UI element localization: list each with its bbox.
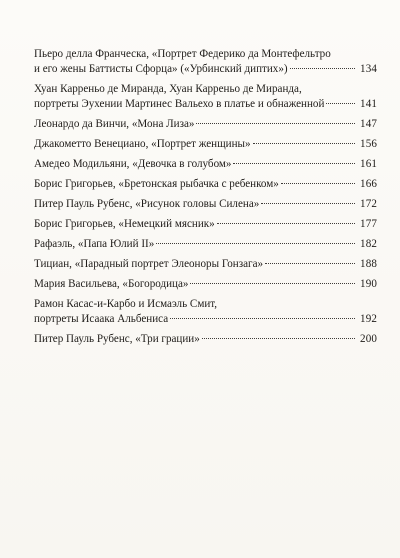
page-number: 192 bbox=[360, 313, 377, 325]
toc-entry-line bbox=[34, 117, 377, 132]
toc-entry-line bbox=[34, 257, 377, 272]
toc-entry-title: Рафаэль, «Папа Юлий II» bbox=[34, 238, 155, 250]
page-number: 161 bbox=[360, 158, 377, 170]
dot-leader bbox=[190, 283, 355, 284]
toc-entry-first-line: Пьеро делла Франческа, «Портрет Федерико да Монтефельтро bbox=[34, 48, 331, 60]
page-number: 172 bbox=[360, 198, 377, 210]
page-number: 182 bbox=[360, 238, 377, 250]
toc-entry-line bbox=[34, 197, 377, 212]
toc-entry-title: Питер Пауль Рубенс, «Рисунок головы Силена» bbox=[34, 198, 260, 210]
toc-entry bbox=[34, 82, 377, 112]
dot-leader bbox=[196, 123, 355, 124]
page-number: 177 bbox=[360, 218, 377, 230]
dot-leader bbox=[233, 163, 355, 164]
toc-entry-title: Мария Васильева, «Богородица» bbox=[34, 278, 189, 290]
page-number: 134 bbox=[360, 63, 377, 75]
toc-entry bbox=[34, 177, 377, 192]
toc-entry-line bbox=[34, 332, 377, 347]
dot-leader bbox=[261, 203, 355, 204]
toc-entry-line bbox=[34, 97, 377, 112]
toc-entry-line bbox=[34, 217, 377, 232]
dot-leader bbox=[217, 223, 355, 224]
toc-entry-title: Амедео Модильяни, «Девочка в голубом» bbox=[34, 158, 232, 170]
toc-entry bbox=[34, 332, 377, 347]
toc-entry-title: Тициан, «Парадный портрет Элеоноры Гонзага» bbox=[34, 258, 264, 270]
toc-entry bbox=[34, 117, 377, 132]
dot-leader bbox=[202, 338, 355, 339]
toc-entry-line bbox=[34, 137, 377, 152]
dot-leader bbox=[290, 68, 355, 69]
page-number: 166 bbox=[360, 178, 377, 190]
toc-entry-line bbox=[34, 237, 377, 252]
toc-entry bbox=[34, 257, 377, 272]
page-number: 156 bbox=[360, 138, 377, 150]
toc-entry bbox=[34, 297, 377, 327]
page-number: 190 bbox=[360, 278, 377, 290]
toc-entry bbox=[34, 47, 377, 77]
dot-leader bbox=[170, 318, 355, 319]
toc-entry-line bbox=[34, 177, 377, 192]
toc-entry bbox=[34, 277, 377, 292]
toc-entry-title: портреты Исаака Альбениса bbox=[34, 313, 169, 325]
toc-entry bbox=[34, 237, 377, 252]
toc-entry-title: Борис Григорьев, «Бретонская рыбачка с ребенком» bbox=[34, 178, 279, 190]
page-number: 188 bbox=[360, 258, 377, 270]
toc-entry-title: и его жены Баттисты Сфорца» («Урбинский диптих») bbox=[34, 63, 288, 75]
toc-entry-line bbox=[34, 62, 377, 77]
toc-entry bbox=[34, 217, 377, 232]
dot-leader bbox=[281, 183, 355, 184]
toc-entry-title: Джакометто Венециано, «Портрет женщины» bbox=[34, 138, 251, 150]
dot-leader bbox=[326, 103, 355, 104]
toc-entry-line bbox=[34, 312, 377, 327]
toc-entry bbox=[34, 137, 377, 152]
toc-entry-line bbox=[34, 277, 377, 292]
page-number: 141 bbox=[360, 98, 377, 110]
toc-entry-title: Леонардо да Винчи, «Мона Лиза» bbox=[34, 118, 195, 130]
toc-entry bbox=[34, 157, 377, 172]
table-of-contents bbox=[34, 47, 377, 352]
toc-entry-title: Борис Григорьев, «Немецкий мясник» bbox=[34, 218, 215, 230]
dot-leader bbox=[265, 263, 355, 264]
toc-entry-first-line: Хуан Карреньо де Миранда, Хуан Карреньо де Миранда, bbox=[34, 83, 302, 95]
toc-entry-line bbox=[34, 157, 377, 172]
toc-entry-first-line: Рамон Касас-и-Карбо и Исмаэль Смит, bbox=[34, 298, 218, 310]
toc-entry bbox=[34, 197, 377, 212]
dot-leader bbox=[253, 143, 355, 144]
toc-entry-title: портреты Эухении Мартинес Вальехо в платье и обнаженной bbox=[34, 98, 325, 110]
toc-entry-title: Питер Пауль Рубенс, «Три грации» bbox=[34, 333, 200, 345]
page-number: 147 bbox=[360, 118, 377, 130]
page-number: 200 bbox=[360, 333, 377, 345]
dot-leader bbox=[156, 243, 355, 244]
